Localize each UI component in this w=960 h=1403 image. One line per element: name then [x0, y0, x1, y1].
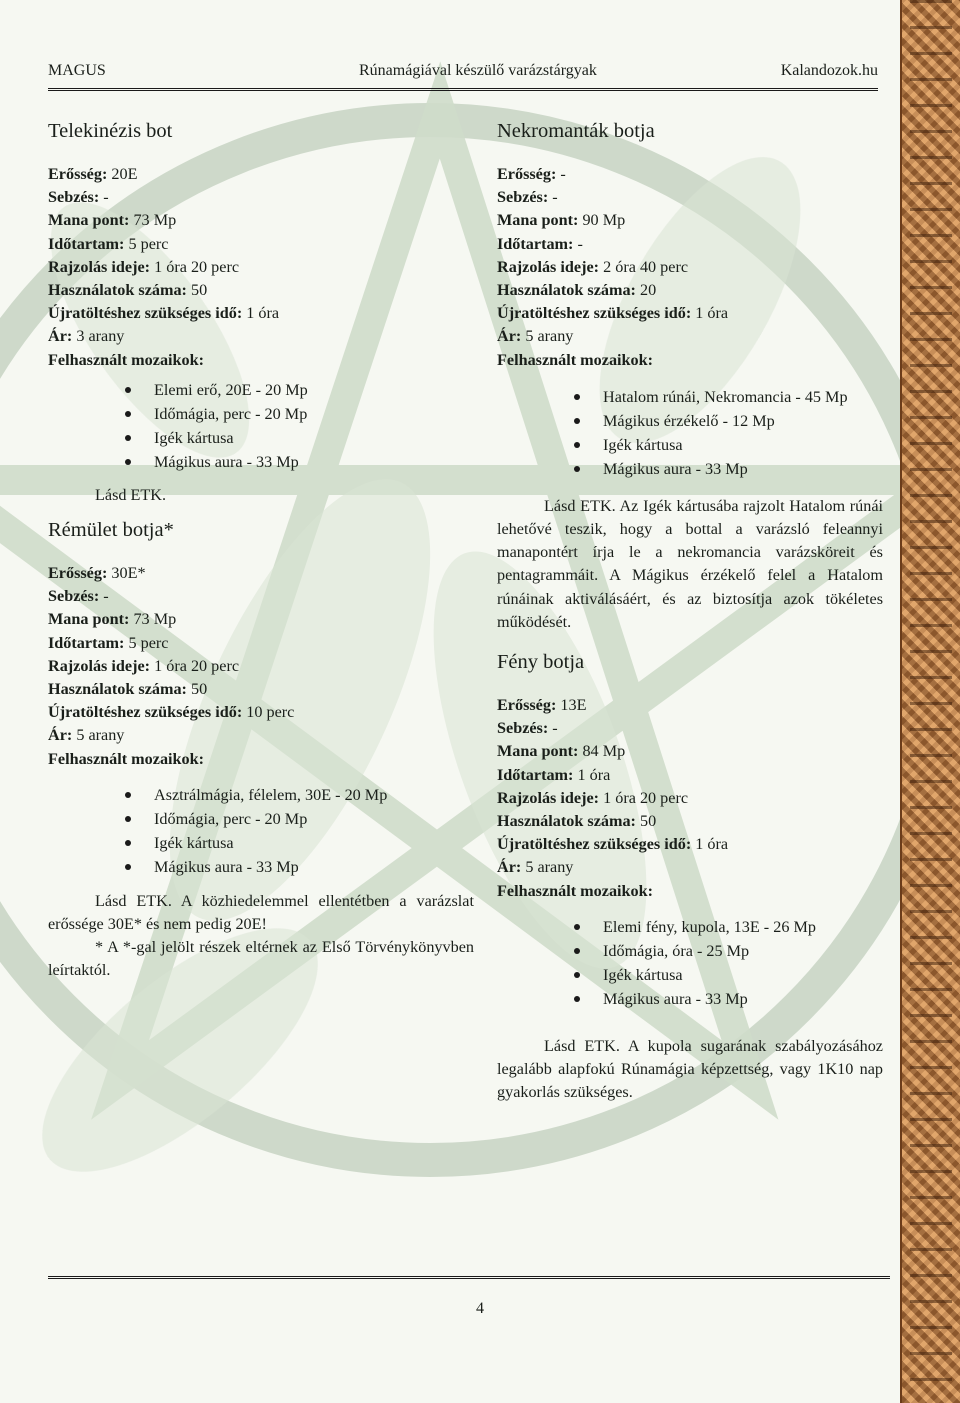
- stat-block: [48, 163, 474, 372]
- stat-draw-time: Rajzolás ideje: 1 óra 20 perc: [497, 788, 689, 807]
- mosaic-list: [48, 783, 474, 879]
- list-item: Hatalom rúnái, Nekromancia - 45 Mp: [603, 385, 883, 409]
- header-left: MAGUS: [48, 62, 106, 79]
- stat-recharge: Újratöltéshez szükséges idő: 1 óra: [48, 304, 280, 323]
- stat-block: [497, 694, 883, 903]
- stat-block: [48, 562, 474, 771]
- stat-strength: Erősség: 20E: [48, 165, 138, 183]
- list-item: Mágikus aura - 33 Mp: [603, 457, 883, 481]
- list-item: Mágikus aura - 33 Mp: [154, 450, 474, 474]
- list-item: Időmágia, óra - 25 Mp: [603, 939, 883, 963]
- page-number: 4: [476, 1300, 484, 1317]
- stat-duration: Időtartam: 5 perc: [48, 234, 169, 253]
- stat-duration: Időtartam: 1 óra: [497, 765, 611, 784]
- stat-price: Ár: 3 arany: [48, 327, 125, 346]
- stat-damage: Sebzés: -: [497, 719, 558, 738]
- stat-draw-time: Rajzolás ideje: 2 óra 40 perc: [497, 257, 689, 276]
- list-item: Mágikus érzékelő - 12 Mp: [603, 409, 883, 433]
- stat-recharge: Újratöltéshez szükséges idő: 1 óra: [497, 304, 729, 323]
- stat-price: Ár: 5 arany: [497, 858, 574, 877]
- footer-rule: [48, 1276, 890, 1279]
- mosaic-list: [497, 915, 883, 1011]
- list-item: Mágikus aura - 33 Mp: [154, 855, 474, 879]
- stat-uses: Használatok száma: 50: [48, 281, 208, 300]
- header-right: Kalandozok.hu: [780, 62, 878, 79]
- stat-strength: Erősség: 13E: [497, 696, 587, 715]
- stat-mosaics: Felhasznált mozaikok:: [497, 881, 654, 900]
- list-item: Igék kártusa: [603, 963, 883, 987]
- stat-recharge: Újratöltéshez szükséges idő: 1 óra: [497, 835, 729, 854]
- right-column: [497, 117, 883, 1104]
- list-item: Időmágia, perc - 20 Mp: [154, 402, 474, 426]
- note-text: Lásd ETK. A kupola sugarának szabályozásához legalább alapfokú Rúnamágia képzettség, vagy 1K10 nap gyakorlás szükséges.: [497, 1036, 883, 1102]
- list-item: Mágikus aura - 33 Mp: [603, 987, 883, 1011]
- stat-strength: Erősség: -: [497, 165, 566, 183]
- mosaic-list: [497, 385, 883, 481]
- stat-price: Ár: 5 arany: [48, 726, 125, 745]
- page-header: [48, 58, 878, 91]
- stat-strength: Erősség: 30E*: [48, 564, 146, 583]
- note-text: Lásd ETK.: [95, 485, 167, 504]
- section-title: Nekromanták botja: [497, 120, 655, 142]
- decorative-side-border: [900, 0, 960, 1403]
- remulet-section: [48, 516, 474, 983]
- stat-duration: Időtartam: 5 perc: [48, 633, 169, 652]
- list-item: Igék kártusa: [154, 426, 474, 450]
- stat-draw-time: Rajzolás ideje: 1 óra 20 perc: [48, 257, 240, 276]
- stat-recharge: Újratöltéshez szükséges idő: 10 perc: [48, 703, 295, 722]
- list-item: Elemi erő, 20E - 20 Mp: [154, 378, 474, 402]
- section-title: Rémület botja*: [48, 519, 174, 542]
- stat-mana: Mana pont: 90 Mp: [497, 211, 626, 230]
- stat-mana: Mana pont: 84 Mp: [497, 742, 626, 761]
- footnote-text: * A *-gal jelölt részek eltérnek az Első Törvénykönyvben leírtaktól.: [48, 938, 474, 980]
- stat-damage: Sebzés: -: [48, 587, 109, 606]
- section-title: Fény botja: [497, 651, 585, 674]
- stat-price: Ár: 5 arany: [497, 327, 574, 346]
- left-column: [48, 117, 474, 983]
- mosaic-list: [48, 378, 474, 474]
- stat-uses: Használatok száma: 50: [497, 812, 657, 831]
- telekinezis-section: [48, 117, 474, 507]
- stat-mana: Mana pont: 73 Mp: [48, 610, 177, 629]
- list-item: Asztrálmágia, félelem, 30E - 20 Mp: [154, 783, 474, 807]
- list-item: Időmágia, perc - 20 Mp: [154, 807, 474, 831]
- note-text: Lásd ETK. A közhiedelemmel ellentétben a varázslat erőssége 30E* és nem pedig 20E!: [48, 891, 474, 934]
- stat-uses: Használatok száma: 20: [497, 281, 657, 300]
- nekromantak-section: [497, 117, 883, 634]
- stat-block: [497, 163, 883, 372]
- stat-damage: Sebzés: -: [48, 188, 109, 207]
- stat-uses: Használatok száma: 50: [48, 680, 208, 699]
- header-center: Rúnamágiával készülő varázstárgyak: [359, 62, 597, 79]
- stat-mosaics: Felhasznált mozaikok:: [48, 350, 205, 369]
- stat-mana: Mana pont: 73 Mp: [48, 211, 177, 230]
- note-text: Lásd ETK. Az Igék kártusába rajzolt Hatalom rúnái lehetővé teszik, hogy a bottal a varázsló feleannyi manapontért írja le a nekromancia varázsköreit és pentagrammáit. A Mágikus érzékelő felel a Hatalom rúnáinak aktiválásáért, és az biztosítja azok tökéletes működését.: [497, 496, 883, 631]
- feny-section: [497, 648, 883, 1104]
- list-item: Igék kártusa: [154, 831, 474, 855]
- section-title: Telekinézis bot: [48, 120, 173, 142]
- list-item: Igék kártusa: [603, 433, 883, 457]
- list-item: Elemi fény, kupola, 13E - 26 Mp: [603, 915, 883, 939]
- stat-mosaics: Felhasznált mozaikok:: [497, 350, 654, 369]
- stat-damage: Sebzés: -: [497, 188, 558, 207]
- stat-mosaics: Felhasznált mozaikok:: [48, 749, 205, 768]
- stat-draw-time: Rajzolás ideje: 1 óra 20 perc: [48, 656, 240, 675]
- stat-duration: Időtartam: -: [497, 234, 583, 253]
